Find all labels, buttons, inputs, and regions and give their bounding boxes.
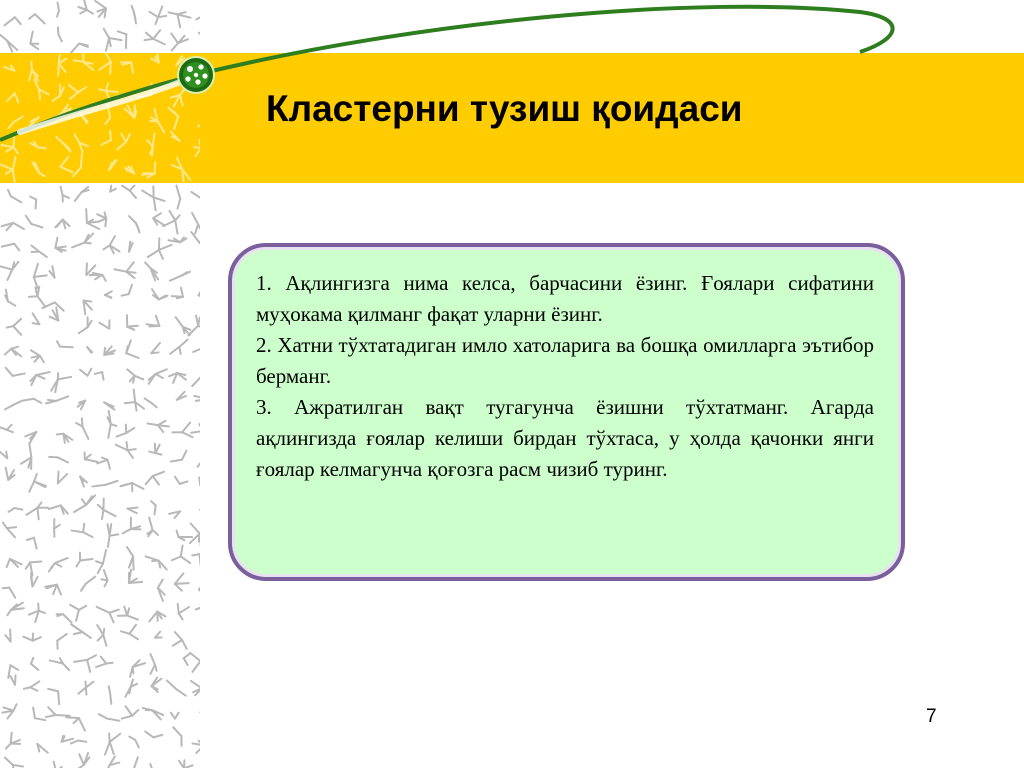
page-number: 7 xyxy=(926,706,937,727)
white-light-streak xyxy=(20,82,180,132)
rule-item-1: 1. Ақлингизга нима келса, барчасини ёзинг. Ғоялари сифатини муҳокама қилманг фақат уларни ёзинг. xyxy=(256,271,874,326)
rules-text-block xyxy=(256,268,874,485)
slide-title: Кластерни тузиш қоидаси xyxy=(266,88,743,129)
green-node-icon xyxy=(178,57,214,93)
rule-item-3: 3. Ажратилган вақт тугагунча ёзишни тўхтатманг. Агарда ақлингизда ғоялар келиши бирдан тўхтаса, у ҳолда қачонки янги ғоялар келмагунча қоғозга расм чизиб туринг. xyxy=(256,395,874,481)
rule-item-2: 2. Хатни тўхтатадиган имло хатоларига ва бошқа омилларга эътибор берманг. xyxy=(256,333,874,388)
